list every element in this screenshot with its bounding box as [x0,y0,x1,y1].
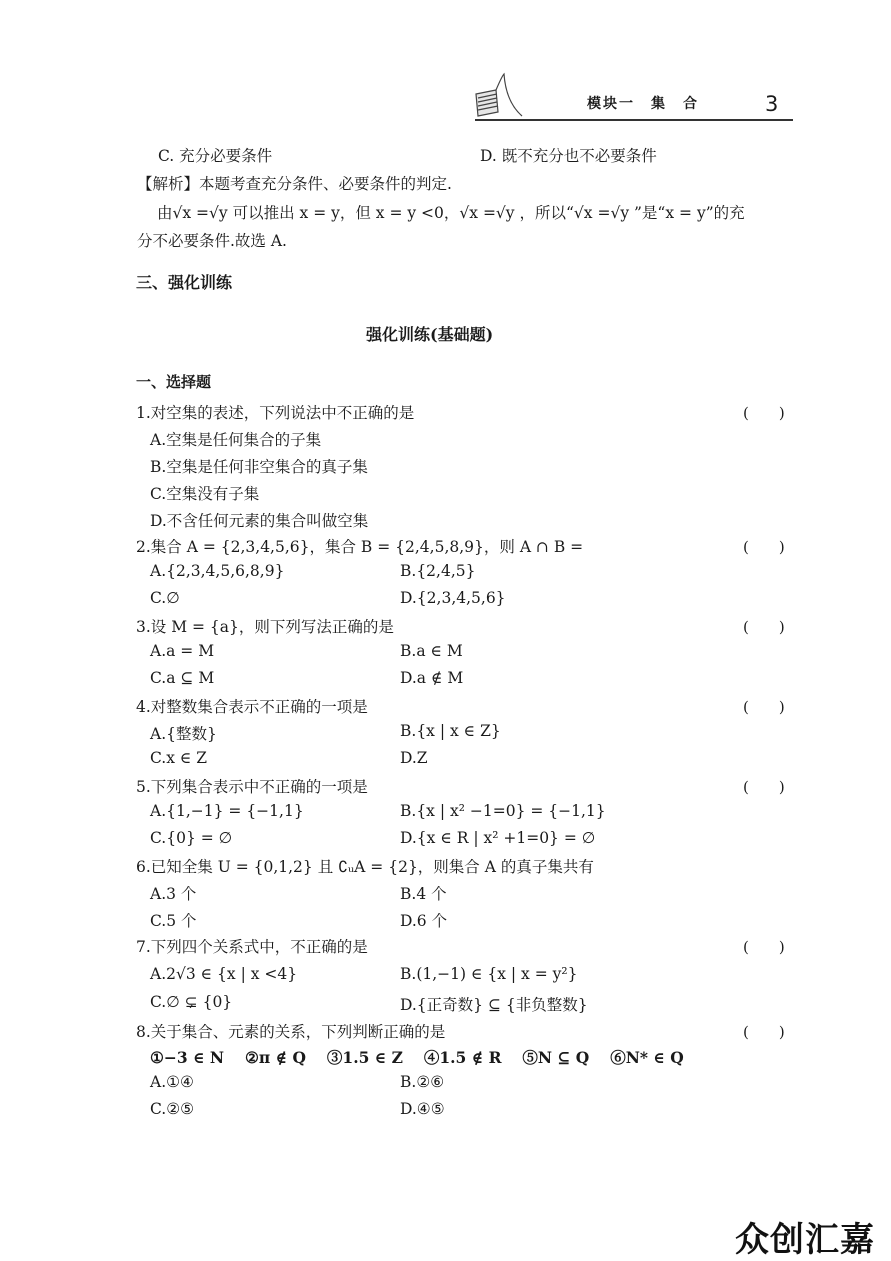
answer-parentheses: ( ) [743,698,785,716]
option-c: C.x ∈ Z [150,749,208,767]
option-c: C.{0} = ∅ [150,829,233,847]
question-stem: 4.对整数集合表示不正确的一项是 [136,698,368,716]
answer-parentheses: ( ) [743,938,785,956]
option-d: D.不含任何元素的集合叫做空集 [150,512,369,530]
question-stem: 2.集合 A = {2,3,4,5,6}，集合 B = {2,4,5,8,9}，则 A ∩ B = [136,538,584,556]
option-b: B.{2,4,5} [400,562,476,580]
answer-parentheses: ( ) [743,778,785,796]
option-c: C.a ⊆ M [150,669,215,687]
header-title: 模块一 集 合 [587,96,699,112]
option-b: B.4 个 [400,885,447,903]
option-a: A.a = M [150,642,215,660]
analysis-line-2: 由√x =√y 可以推出 x = y，但 x = y <0，√x =√y ，所以“√x =√y ”是“x = y”的充 [157,204,745,222]
answer-parentheses: ( ) [743,1023,785,1041]
answer-parentheses: ( ) [743,404,785,422]
question-stem: 1.对空集的表述，下列说法中不正确的是 [136,404,415,422]
option-c: C.②⑤ [150,1100,195,1118]
header-divider [475,119,793,121]
watermark-logo: 众创汇嘉 [735,1220,875,1260]
book-stack-icon [474,72,524,118]
option-d: D.{x ∈ R | x² +1=0} = ∅ [400,829,596,847]
option-b: B.空集是任何非空集合的真子集 [150,458,368,476]
option-d: D.④⑤ [400,1100,445,1118]
answer-parentheses: ( ) [743,538,785,556]
answer-parentheses: ( ) [743,618,785,636]
option-d: D.{2,3,4,5,6} [400,589,506,607]
prev-option-d: D. 既不充分也不必要条件 [480,147,657,165]
option-c: C.∅ [150,589,180,607]
option-a: A.{整数} [150,725,217,743]
option-d: D.Z [400,749,428,767]
analysis-line-1: 【解析】本题考查充分条件、必要条件的判定. [137,175,452,193]
part-title: 一、选择题 [136,373,212,391]
section-title: 三、强化训练 [136,273,233,292]
prev-option-c: C. 充分必要条件 [158,147,273,165]
option-b: B.a ∈ M [400,642,463,660]
option-d: D.a ∉ M [400,669,464,687]
statement-list: ①−3 ∈ N ②π ∉ Q ③1.5 ∈ Z ④1.5 ∉ R ⑤N ⊆ Q ⑥N* ∈ Q [150,1048,684,1067]
option-b: B.{x | x² −1=0} = {−1,1} [400,802,606,820]
option-a: A.空集是任何集合的子集 [150,431,322,449]
page-number: 3 [765,92,779,116]
option-b: B.②⑥ [400,1073,445,1091]
option-c: C.5 个 [150,912,197,930]
option-c: C.∅ ⊊ {0} [150,993,233,1011]
option-b: B.{x | x ∈ Z} [400,722,501,740]
option-b: B.(1,−1) ∈ {x | x = y²} [400,965,578,983]
option-c: C.空集没有子集 [150,485,260,503]
question-stem: 8.关于集合、元素的关系，下列判断正确的是 [136,1023,446,1041]
option-a: A.2√3 ∈ {x | x <4} [150,965,298,983]
option-a: A.{2,3,4,5,6,8,9} [150,562,285,580]
option-a: A.3 个 [150,885,197,903]
question-stem: 6.已知全集 U = {0,1,2} 且 ∁ᵤA = {2}，则集合 A 的真子集共有 [136,858,594,876]
question-stem: 7.下列四个关系式中，不正确的是 [136,938,368,956]
subsection-title: 强化训练(基础题) [366,325,494,344]
analysis-line-3: 分不必要条件.故选 A. [137,232,287,250]
option-d: D.6 个 [400,912,448,930]
option-a: A.{1,−1} = {−1,1} [150,802,304,820]
option-a: A.①④ [150,1073,194,1091]
question-stem: 5.下列集合表示中不正确的一项是 [136,778,368,796]
option-d: D.{正奇数} ⊆ {非负整数} [400,996,588,1014]
question-stem: 3.设 M = {a}，则下列写法正确的是 [136,618,394,636]
